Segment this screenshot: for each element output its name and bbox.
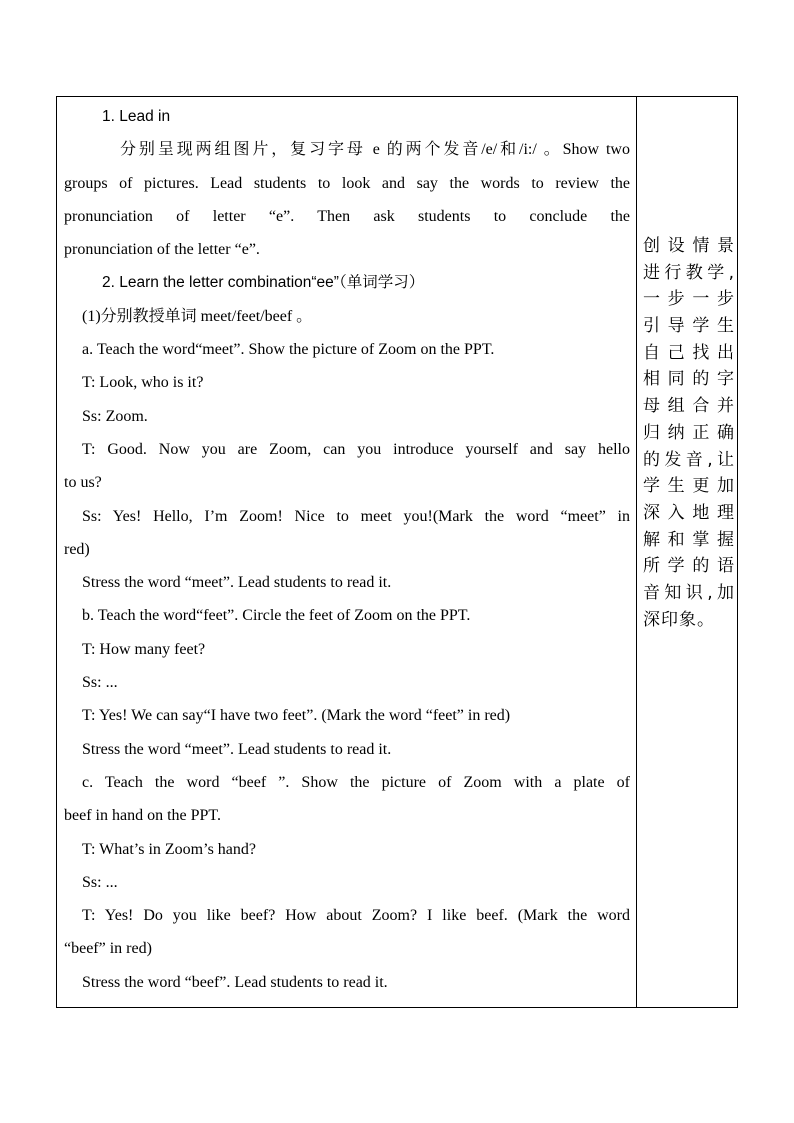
side-note-line: 一步一步 xyxy=(643,289,735,310)
text-line: c. Teach the word “beef ”. Show the picture of Zoom with a plate of xyxy=(82,773,630,791)
text-line: T: Yes! We can say“I have two feet”. (Mark the word “feet” in red) xyxy=(82,707,511,725)
text-line: a. Teach the word“meet”. Show the picture of Zoom on the PPT. xyxy=(82,341,495,359)
text-line: beef in hand on the PPT. xyxy=(64,807,222,825)
column-divider xyxy=(636,96,637,1008)
text-line: pronunciation of the letter “e”. xyxy=(64,241,260,259)
side-note-line: 创设情景 xyxy=(643,236,735,256)
side-note-line: 学生更加 xyxy=(643,476,735,497)
text-line: pronunciation of letter “e”. Then ask students to conclude the xyxy=(64,207,630,225)
side-note-line: 母组合并 xyxy=(643,396,735,417)
design-intent-column xyxy=(643,233,735,633)
text-line: Ss: ... xyxy=(82,674,118,692)
text-line: Ss: ... xyxy=(82,873,118,891)
side-note-line: 解和掌握 xyxy=(643,529,735,550)
text-line: red) xyxy=(64,540,90,558)
side-note-line: 深印象。 xyxy=(643,609,715,630)
section-heading-learn-ee: 2. Learn the letter combination“ee”（单词学习） xyxy=(102,274,425,292)
text-line: T: Yes! Do you like beef? How about Zoom? I like beef. (Mark the word xyxy=(82,907,630,925)
text-line: “beef” in red) xyxy=(64,940,152,958)
side-note-line: 所学的语 xyxy=(643,556,735,577)
text-line: groups of pictures. Lead students to look and say the words to review the xyxy=(64,174,630,192)
text-line: Ss: Yes! Hello, I’m Zoom! Nice to meet you!(Mark the word “meet” in xyxy=(82,507,630,525)
text-line: T: How many feet? xyxy=(82,640,206,658)
side-note-line: 相同的字 xyxy=(643,369,735,390)
text-line: (1)分别教授单词 meet/feet/beef 。 xyxy=(82,307,313,325)
side-note-line: 自己找出 xyxy=(643,342,735,363)
text-line: b. Teach the word“feet”. Circle the feet of Zoom on the PPT. xyxy=(82,607,471,625)
side-note-line: 引导学生 xyxy=(643,316,735,337)
text-line: 分别呈现两组图片，复习字母 e 的两个发音/e/和/i:/ 。Show two xyxy=(120,141,630,159)
side-note-line: 音知识,加 xyxy=(643,582,735,603)
procedure-column xyxy=(64,100,630,999)
side-note-line: 的发音,让 xyxy=(643,449,735,470)
text-line: Ss: Zoom. xyxy=(82,407,148,425)
text-line: Stress the word “beef”. Lead students to read it. xyxy=(82,973,388,991)
text-line: T: Look, who is it? xyxy=(82,374,204,392)
text-line: Stress the word “meet”. Lead students to read it. xyxy=(82,574,392,592)
text-line: T: Good. Now you are Zoom, can you introduce yourself and say hello xyxy=(82,440,630,458)
side-note-line: 深入地理 xyxy=(643,502,735,523)
text-line: Stress the word “meet”. Lead students to read it. xyxy=(82,740,392,758)
side-note-line: 归纳正确 xyxy=(643,422,735,443)
section-heading-lead-in: 1. Lead in xyxy=(102,108,171,125)
text-line: to us? xyxy=(64,474,102,492)
text-line: T: What’s in Zoom’s hand? xyxy=(82,840,256,858)
side-note-line: 进行教学, xyxy=(643,262,735,283)
